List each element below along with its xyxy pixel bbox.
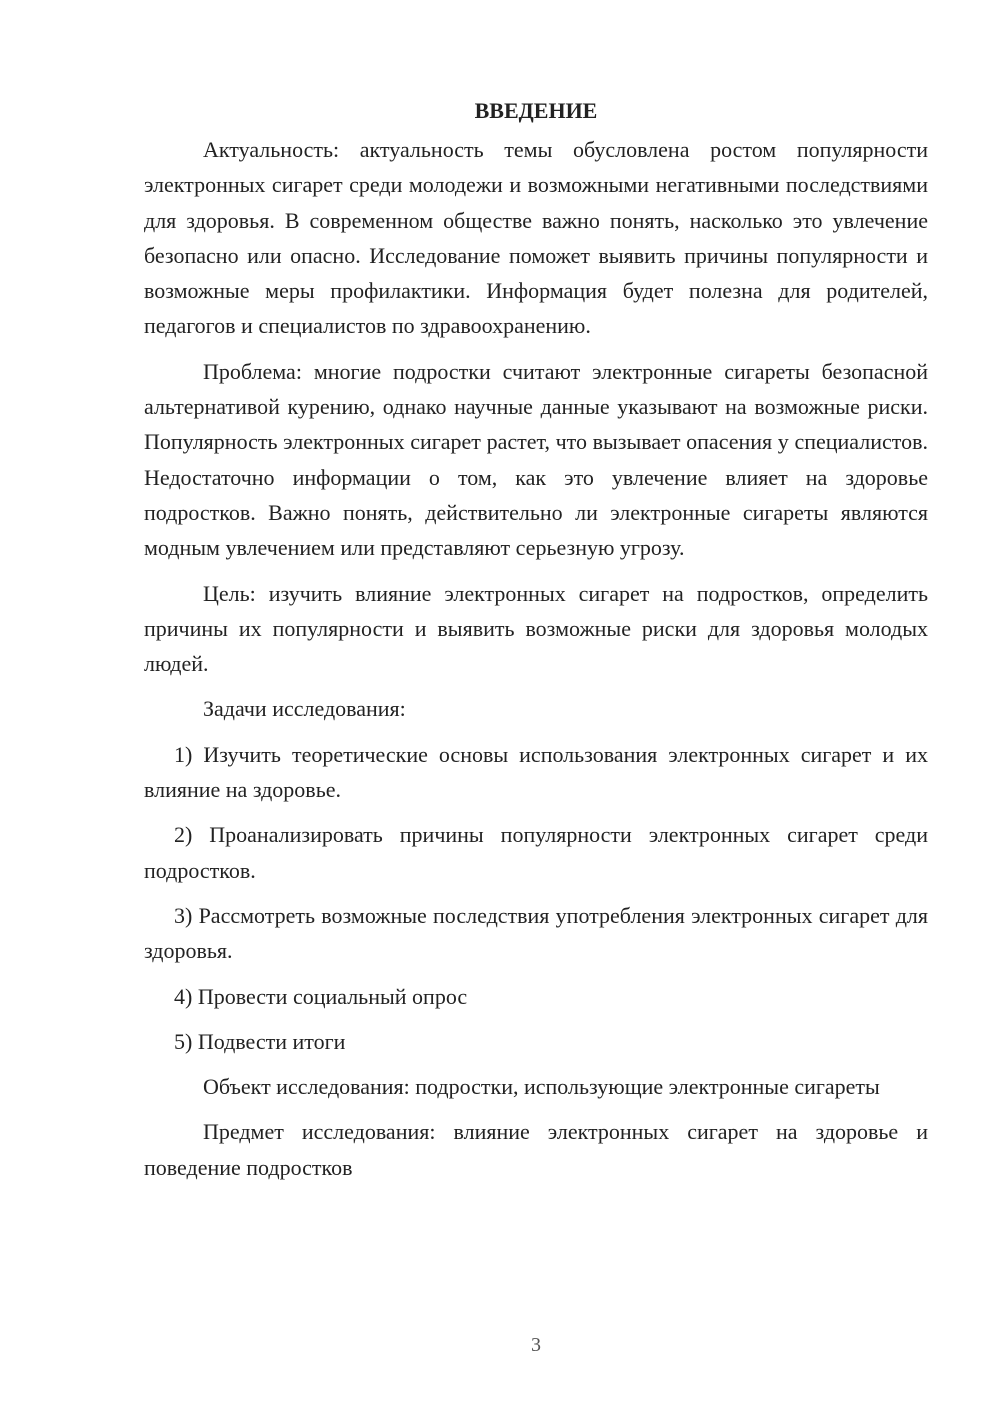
task-item-1: 1) Изучить теоретические основы использования электронных сигарет и их влияние на здоровье.	[144, 741, 928, 803]
problem-paragraph: Проблема: многие подростки считают электронные сигареты безопасной альтернативой курению, однако научные данные указывают на возможные риски. Популярность электронных сигарет растет, что вызывает опасения у специалистов. Недостаточно информации о том, как это увлечение влияет на здоровье подростков. Важно понять, действительно ли электронные сигареты являются модным увлечением или представляют серьезную угрозу.	[144, 358, 928, 561]
page-number: 3	[531, 1334, 541, 1356]
task-item-3: 3) Рассмотреть возможные последствия употребления электронных сигарет для здоровья.	[144, 902, 928, 964]
task-item-2: 2) Проанализировать причины популярности электронных сигарет среди подростков.	[144, 822, 928, 883]
subject-paragraph: Предмет исследования: влияние электронных сигарет на здоровье и поведение подростков	[144, 1119, 928, 1180]
relevance-paragraph: Актуальность: актуальность темы обусловлена ростом популярности электронных сигарет среди молодежи и возможными негативными последствиями для здоровья. В современном обществе важно понять, насколько это увлечение безопасно или опасно. Исследование поможет выявить причины популярности и возможные меры профилактики. Информация будет полезна для родителей, педагогов и специалистов по здравоохранению.	[144, 137, 928, 339]
tasks-heading: Задачи исследования:	[203, 696, 406, 722]
goal-paragraph: Цель: изучить влияние электронных сигарет на подростков, определить причины их популярности и выявить возможные риски для здоровья молодых людей.	[144, 580, 928, 677]
task-item-5: 5) Подвести итоги	[174, 1028, 346, 1054]
object-paragraph: Объект исследования: подростки, использующие электронные сигареты	[203, 1074, 880, 1100]
section-title: ВВЕДЕНИЕ	[474, 98, 598, 123]
document-page	[144, 96, 928, 1195]
task-item-4: 4) Провести социальный опрос	[174, 983, 468, 1009]
